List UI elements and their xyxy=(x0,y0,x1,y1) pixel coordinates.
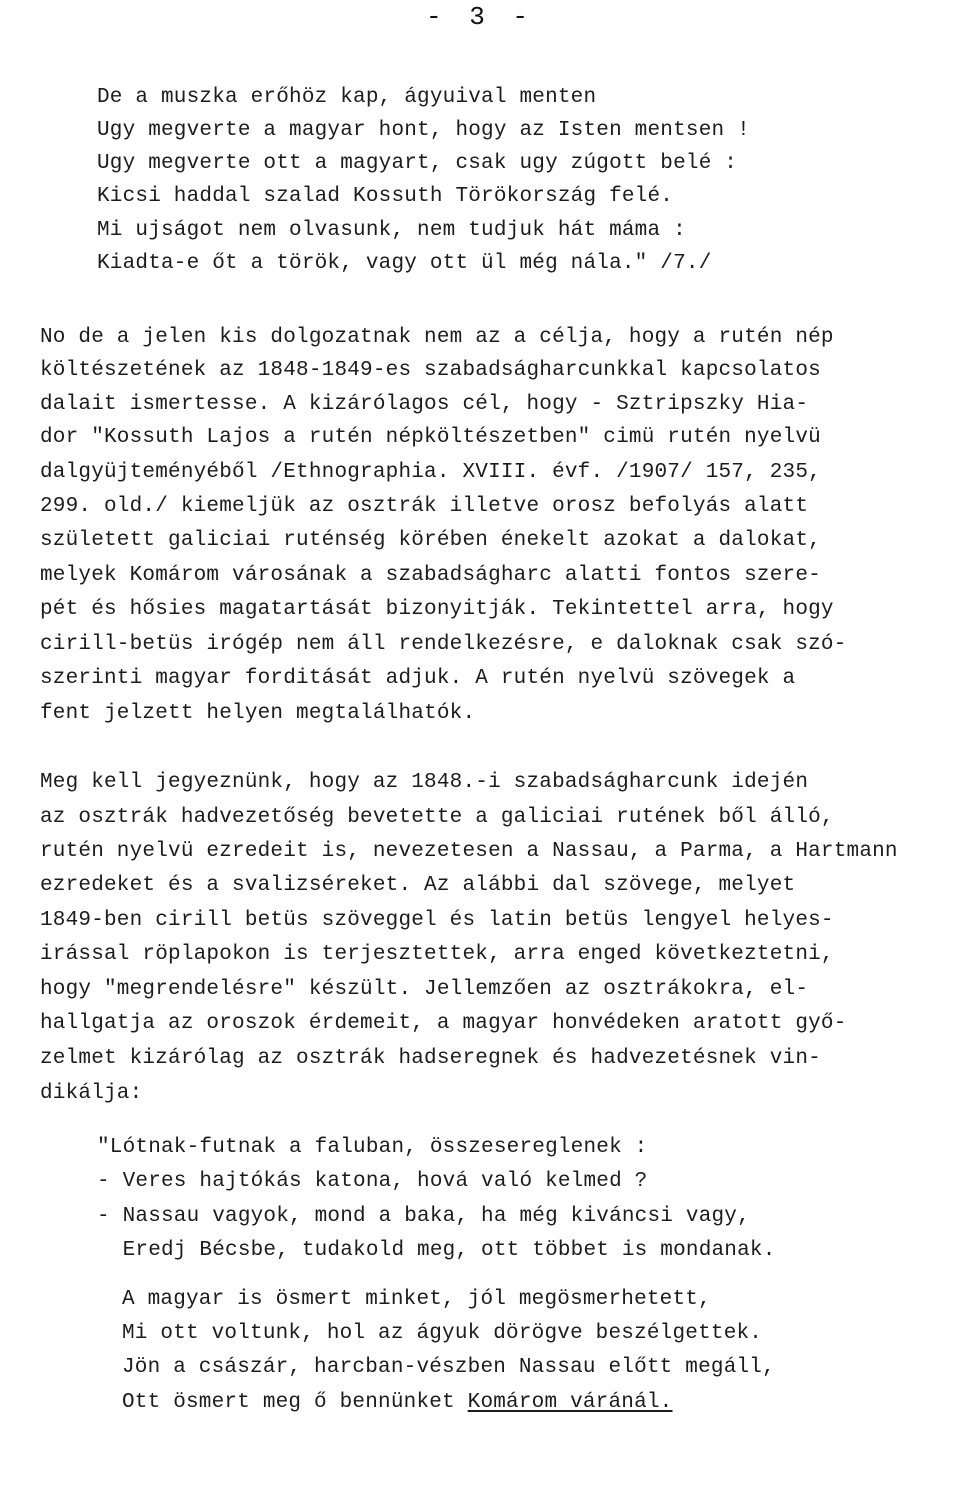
text-line: dalgyüjteményéből /Ethnographia. XVIII. évf. /1907/ 157, 235, xyxy=(40,461,821,484)
text-line: cirill-betüs irógép nem áll rendelkezésre, e daloknak csak szó- xyxy=(40,633,847,656)
text-line: Eredj Bécsbe, tudakold meg, ott többet is mondanak. xyxy=(97,1239,776,1262)
text-line: Ugy megverte ott a magyart, csak ugy zúgott belé : xyxy=(97,152,738,175)
text-line: Jön a császár, harcban-vészben Nassau előtt megáll, xyxy=(122,1356,775,1379)
text-line: rutén nyelvü ezredeit is, nevezetesen a Nassau, a Parma, a Hartmann xyxy=(40,840,898,863)
text-line xyxy=(122,1390,673,1416)
text-line: melyek Komárom városának a szabadságharc alatti fontos szere- xyxy=(40,564,821,587)
text-line: szerinti magyar forditását adjuk. A rutén nyelvü szövegek a xyxy=(40,667,796,690)
text-line: Ugy megverte a magyar hont, hogy az Isten mentsen ! xyxy=(97,119,750,142)
text-line: költészetének az 1848-1849-es szabadságharcunkkal kapcsolatos xyxy=(40,359,821,382)
text-line: hallgatja az oroszok érdemeit, a magyar honvédeken aratott győ- xyxy=(40,1012,847,1035)
text-line: No de a jelen kis dolgozatnak nem az a célja, hogy a rutén nép xyxy=(40,326,834,349)
underlined-phrase: Komárom váránál. xyxy=(467,1391,673,1414)
text-line: - Veres hajtókás katona, hová való kelmed ? xyxy=(97,1170,648,1193)
text-line: - Nassau vagyok, mond a baka, ha még kiváncsi vagy, xyxy=(97,1205,750,1228)
page-number: - 3 - xyxy=(425,2,534,32)
text-line-part: Ott ösmert meg ő bennünket xyxy=(122,1391,468,1414)
text-line: Mi ott voltunk, hol az ágyuk dörögve beszélgettek. xyxy=(122,1322,763,1345)
text-line: fent jelzett helyen megtalálhatók. xyxy=(40,702,476,725)
text-line: dor "Kossuth Lajos a rutén népköltészetben" cimü rutén nyelvü xyxy=(40,426,821,449)
text-line: ezredeket és a svalizséreket. Az alábbi dal szövege, melyet xyxy=(40,874,796,897)
text-line: Kicsi haddal szalad Kossuth Törökország felé. xyxy=(97,185,674,208)
text-line: született galiciai ruténség körében énekelt azokat a dalokat, xyxy=(40,529,821,552)
text-line: Meg kell jegyeznünk, hogy az 1848.-i szabadságharcunk idején xyxy=(40,771,809,794)
text-line: Mi ujságot nem olvasunk, nem tudjuk hát máma : xyxy=(97,219,686,242)
text-line: hogy "megrendelésre" készült. Jellemzően az osztrákokra, el- xyxy=(40,978,809,1001)
text-line: dikálja: xyxy=(40,1082,143,1105)
text-line: irással röplapokon is terjesztettek, arra enged következtetni, xyxy=(40,943,834,966)
text-line: zelmet kizárólag az osztrák hadseregnek és hadvezetésnek vin- xyxy=(40,1047,821,1070)
text-line: A magyar is ösmert minket, jól megösmerhetett, xyxy=(122,1288,711,1311)
text-line: az osztrák hadvezetőség bevetette a galiciai rutének ből álló, xyxy=(40,806,834,829)
text-line: 1849-ben cirill betüs szöveggel és latin betüs lengyel helyes- xyxy=(40,909,834,932)
text-line: dalait ismertesse. A kizárólagos cél, hogy - Sztripszky Hia- xyxy=(40,393,809,416)
text-line: 299. old./ kiemeljük az osztrák illetve orosz befolyás alatt xyxy=(40,495,809,518)
text-line: "Lótnak-futnak a faluban, összesereglenek : xyxy=(97,1136,648,1159)
text-line: pét és hősies magatartását bizonyitják. Tekintettel arra, hogy xyxy=(40,598,834,621)
text-line: Kiadta-e őt a török, vagy ott ül még nála." /7./ xyxy=(97,252,712,275)
text-line: De a muszka erőhöz kap, ágyuival menten xyxy=(97,86,597,109)
